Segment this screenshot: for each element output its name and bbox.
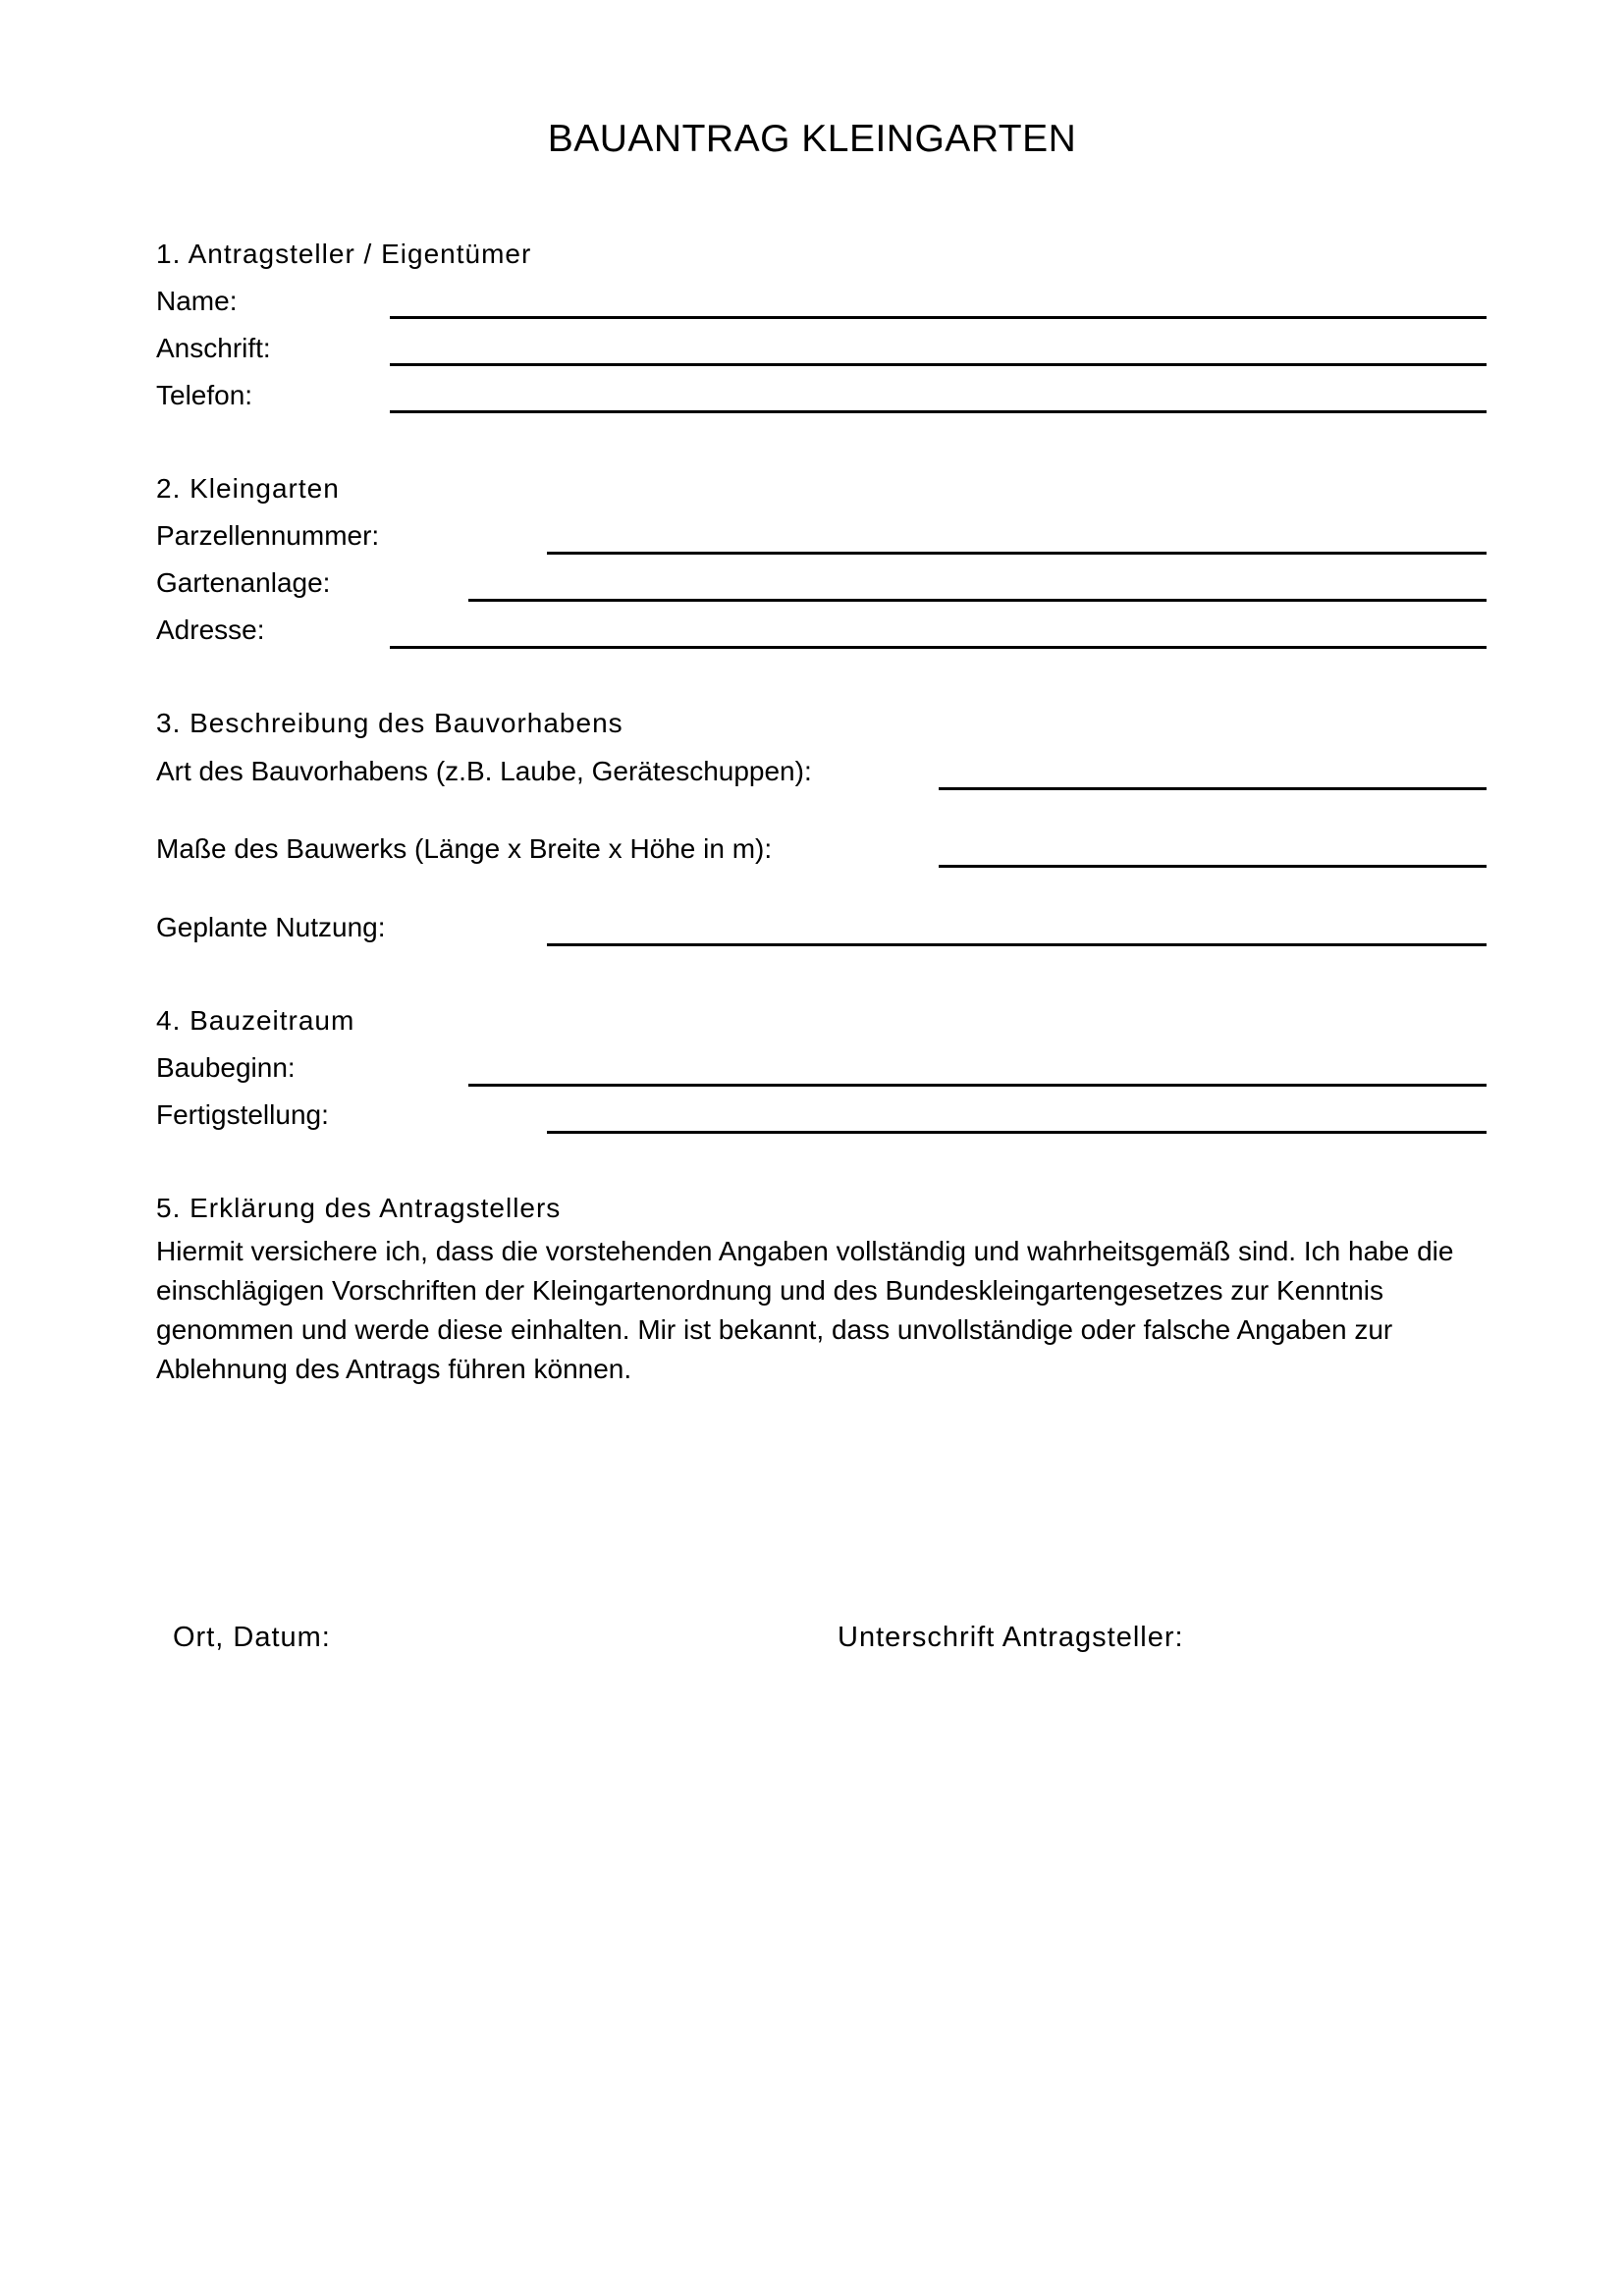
label-parcel-number: Parzellennummer:: [156, 520, 380, 551]
document-title: BAUANTRAG KLEINGARTEN: [547, 118, 1077, 160]
label-planned-use: Geplante Nutzung:: [156, 912, 386, 942]
section-heading-garden: 2. Kleingarten: [156, 473, 340, 504]
planned-use-field-line[interactable]: [547, 943, 1487, 946]
section-heading-project-description: 3. Beschreibung des Bauvorhabens: [156, 708, 623, 738]
completion-field-line[interactable]: [547, 1131, 1487, 1134]
label-construction-start: Baubeginn:: [156, 1052, 296, 1083]
label-phone: Telefon:: [156, 380, 253, 410]
section-heading-applicant: 1. Antragsteller / Eigentümer: [156, 239, 532, 269]
phone-field-line[interactable]: [390, 410, 1487, 413]
place-date-label: Ort, Datum:: [173, 1622, 331, 1653]
project-type-field-line[interactable]: [939, 787, 1487, 790]
parcel-number-field-line[interactable]: [547, 552, 1487, 555]
construction-start-field-line[interactable]: [468, 1084, 1487, 1087]
label-project-type: Art des Bauvorhabens (z.B. Laube, Geräteschuppen):: [156, 756, 812, 786]
declaration-text: Hiermit versichere ich, dass die vorstehenden Angaben vollständig und wahrheitsgemäß sind. Ich habe die einschlägigen Vorschriften der Kleingartenordnung und des Bundeskleingartengesetzes zur Kenntnis genommen und werde diese einhalten. Mir ist bekannt, dass unvollständige oder falsche Angaben zur Ablehnung des Antrags führen können.: [156, 1236, 1454, 1384]
signature-label: Unterschrift Antragsteller:: [838, 1622, 1184, 1653]
label-address: Anschrift:: [156, 333, 271, 363]
label-completion: Fertigstellung:: [156, 1099, 329, 1130]
garden-address-field-line[interactable]: [390, 646, 1487, 649]
label-dimensions: Maße des Bauwerks (Länge x Breite x Höhe in m):: [156, 833, 773, 864]
section-heading-declaration: 5. Erklärung des Antragstellers: [156, 1193, 562, 1223]
section-heading-construction-period: 4. Bauzeitraum: [156, 1005, 355, 1036]
garden-site-field-line[interactable]: [468, 599, 1487, 602]
label-garden-address: Adresse:: [156, 614, 265, 645]
dimensions-field-line[interactable]: [939, 865, 1487, 868]
label-garden-site: Gartenanlage:: [156, 567, 331, 598]
label-name: Name:: [156, 286, 238, 316]
address-field-line[interactable]: [390, 363, 1487, 366]
name-field-line[interactable]: [390, 316, 1487, 319]
